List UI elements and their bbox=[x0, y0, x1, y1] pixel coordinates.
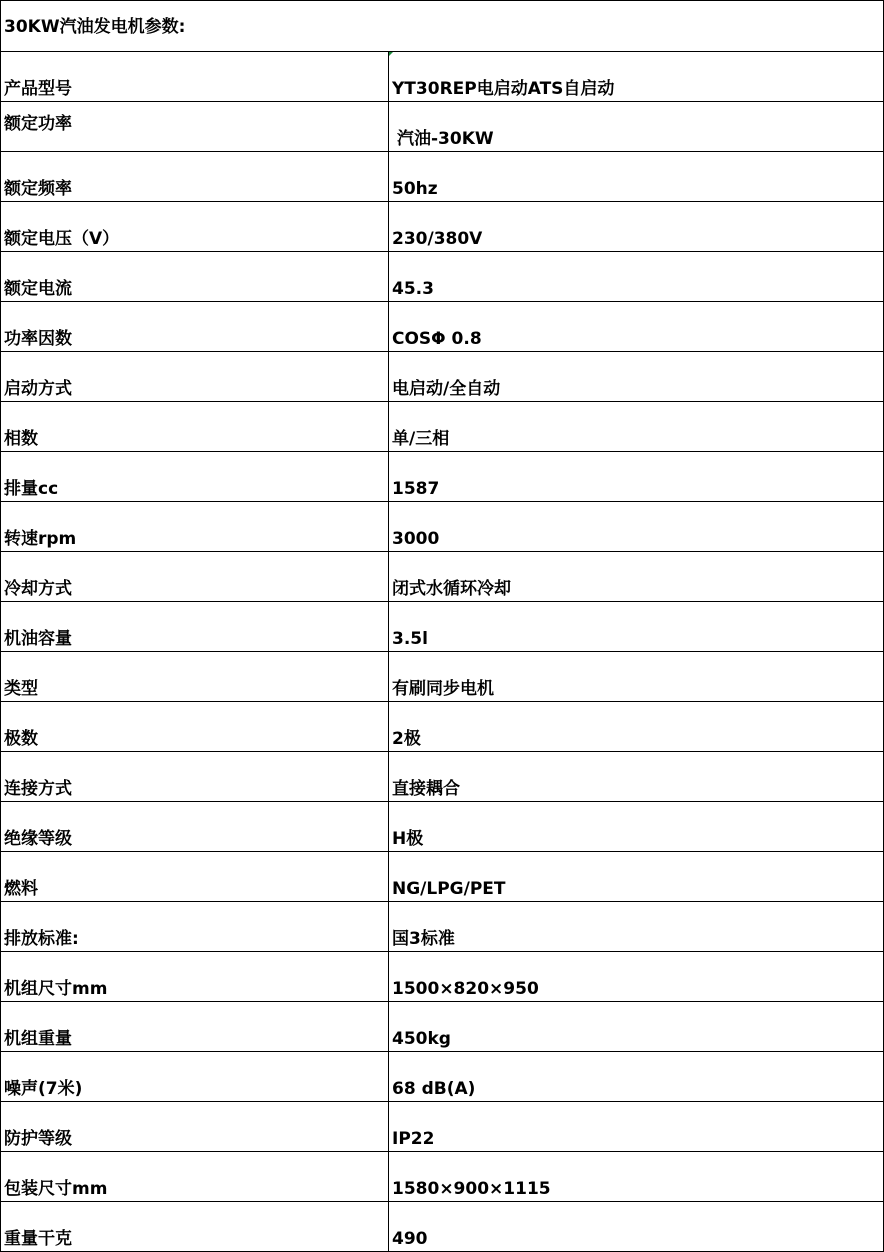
parameter-value: 1587 bbox=[389, 452, 884, 502]
parameter-label: 燃料 bbox=[1, 852, 389, 902]
cell-comment-marker-icon bbox=[389, 52, 393, 56]
parameter-value: YT30REP电启动ATS自启动 bbox=[389, 52, 884, 102]
parameter-label: 转速rpm bbox=[1, 502, 389, 552]
table-row bbox=[1, 152, 884, 202]
table-row bbox=[1, 802, 884, 852]
parameter-value: 68 dB(A) bbox=[389, 1052, 884, 1102]
parameter-value: 490 bbox=[389, 1202, 884, 1252]
parameter-label: 机油容量 bbox=[1, 602, 389, 652]
table-row bbox=[1, 302, 884, 352]
spec-table-body bbox=[1, 1, 884, 1252]
parameter-value: 汽油-30KW bbox=[389, 102, 884, 152]
parameter-value: 直接耦合 bbox=[389, 752, 884, 802]
parameter-value: NG/LPG/PET bbox=[389, 852, 884, 902]
parameter-label: 冷却方式 bbox=[1, 552, 389, 602]
table-row bbox=[1, 602, 884, 652]
table-row bbox=[1, 352, 884, 402]
table-row bbox=[1, 1052, 884, 1102]
table-row bbox=[1, 502, 884, 552]
table-row bbox=[1, 902, 884, 952]
parameter-label: 重量干克 bbox=[1, 1202, 389, 1252]
parameter-value: H极 bbox=[389, 802, 884, 852]
table-row bbox=[1, 402, 884, 452]
parameter-label: 产品型号 bbox=[1, 52, 389, 102]
parameter-label: 极数 bbox=[1, 702, 389, 752]
parameter-label: 连接方式 bbox=[1, 752, 389, 802]
parameter-value: 1500×820×950 bbox=[389, 952, 884, 1002]
parameter-label: 噪声(7米) bbox=[1, 1052, 389, 1102]
parameter-value: 闭式水循环冷却 bbox=[389, 552, 884, 602]
table-row bbox=[1, 202, 884, 252]
parameter-value: 3.5l bbox=[389, 602, 884, 652]
parameter-label: 额定电流 bbox=[1, 252, 389, 302]
parameter-label: 功率因数 bbox=[1, 302, 389, 352]
table-row bbox=[1, 452, 884, 502]
parameter-label: 机组尺寸mm bbox=[1, 952, 389, 1002]
table-row bbox=[1, 52, 884, 102]
parameter-label: 排量cc bbox=[1, 452, 389, 502]
parameter-label: 额定电压（V） bbox=[1, 202, 389, 252]
parameter-value: 3000 bbox=[389, 502, 884, 552]
parameter-value: 电启动/全自动 bbox=[389, 352, 884, 402]
parameter-label: 绝缘等级 bbox=[1, 802, 389, 852]
parameter-label: 机组重量 bbox=[1, 1002, 389, 1052]
title-row bbox=[1, 1, 884, 52]
table-row bbox=[1, 1202, 884, 1252]
parameter-value: 单/三相 bbox=[389, 402, 884, 452]
parameter-value: COSΦ 0.8 bbox=[389, 302, 884, 352]
parameter-label: 包装尺寸mm bbox=[1, 1152, 389, 1202]
table-row bbox=[1, 952, 884, 1002]
table-row bbox=[1, 102, 884, 152]
parameter-value: 2极 bbox=[389, 702, 884, 752]
parameter-value: IP22 bbox=[389, 1102, 884, 1152]
parameter-value: 1580×900×1115 bbox=[389, 1152, 884, 1202]
table-row bbox=[1, 252, 884, 302]
parameter-label: 类型 bbox=[1, 652, 389, 702]
table-row bbox=[1, 552, 884, 602]
parameter-label: 相数 bbox=[1, 402, 389, 452]
table-row bbox=[1, 1152, 884, 1202]
parameter-label: 防护等级 bbox=[1, 1102, 389, 1152]
table-row bbox=[1, 702, 884, 752]
parameter-label: 额定频率 bbox=[1, 152, 389, 202]
parameter-label: 启动方式 bbox=[1, 352, 389, 402]
table-row bbox=[1, 652, 884, 702]
table-row bbox=[1, 1102, 884, 1152]
parameter-label: 额定功率 bbox=[1, 102, 389, 152]
parameter-value: 450kg bbox=[389, 1002, 884, 1052]
table-row bbox=[1, 1002, 884, 1052]
parameter-value: 国3标准 bbox=[389, 902, 884, 952]
parameter-value: 50hz bbox=[389, 152, 884, 202]
table-row bbox=[1, 852, 884, 902]
parameter-value: 45.3 bbox=[389, 252, 884, 302]
parameter-value: 有刷同步电机 bbox=[389, 652, 884, 702]
table-title: 30KW汽油发电机参数: bbox=[1, 1, 884, 52]
table-row bbox=[1, 752, 884, 802]
parameter-label: 排放标准: bbox=[1, 902, 389, 952]
parameter-value: 230/380V bbox=[389, 202, 884, 252]
